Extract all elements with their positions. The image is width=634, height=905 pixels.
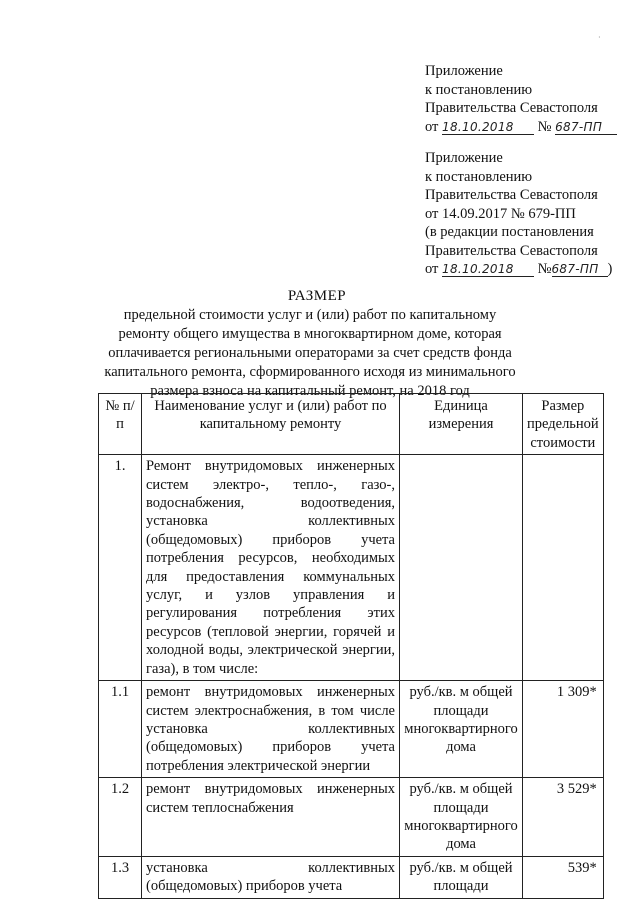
corner-mark: · <box>598 33 601 42</box>
date-prefix: от <box>425 261 439 277</box>
appendix-line: Приложение <box>425 63 503 79</box>
cell-size: 539* <box>523 856 604 898</box>
header-unit: Единица измерения <box>400 394 523 455</box>
cell-size: 3 529* <box>523 778 604 857</box>
handwritten-date: 18.10.2018 <box>442 120 534 135</box>
number-prefix: № <box>537 261 552 277</box>
appendix-line: (в редакции постановления <box>425 224 594 240</box>
cell-num: 1.3 <box>99 856 142 898</box>
cell-num: 1.2 <box>99 778 142 857</box>
cell-name: ремонт внутридомовых инженерных систем электроснабжения, в том числе установка коллективных (общедомовых) приборов учета потребления электрической энергии <box>142 681 400 778</box>
cell-num: 1. <box>99 455 142 681</box>
appendix-date-line <box>425 260 612 279</box>
document-subtitle: предельной стоимости услуг и (или) работ по капитальному ремонту общего имущества в многоквартирном доме, которая оплачивается региональными операторами за счет средств фонда капитального ремонта, сформированного исходя из минимального размера взноса на капитальный ремонт, на 2018 год <box>104 307 516 399</box>
header-name: Наименование услуг и (или) работ по капитальному ремонту <box>142 394 400 455</box>
cell-size <box>523 455 604 681</box>
cell-num: 1.1 <box>99 681 142 778</box>
cell-unit: руб./кв. м общей площади многоквартирного дома <box>400 681 523 778</box>
cell-unit: руб./кв. м общей площади <box>400 856 523 898</box>
closing-paren: ) <box>607 261 613 277</box>
appendix-line: Правительства Севастополя <box>425 187 598 203</box>
cell-unit: руб./кв. м общей площади многоквартирного дома <box>400 778 523 857</box>
header-size: Размер предельной стоимости <box>523 394 604 455</box>
cell-name: установка коллективных (общедомовых) приборов учета <box>142 856 400 898</box>
date-prefix: от <box>425 118 439 135</box>
appendix-block-1 <box>425 62 617 136</box>
appendix-line: от 14.09.2017 № 679-ПП <box>425 205 576 222</box>
cell-size: 1 309* <box>523 681 604 778</box>
table-header-row <box>99 394 604 455</box>
header-num: № п/п <box>99 394 142 455</box>
document-title: РАЗМЕР <box>287 288 347 304</box>
handwritten-number: 687-ПП <box>555 120 617 135</box>
cell-name: ремонт внутридомовых инженерных систем теплоснабжения <box>142 778 400 857</box>
appendix-date-line <box>425 118 617 137</box>
cell-unit <box>400 455 523 681</box>
appendix-line: Правительства Севастополя <box>425 100 598 116</box>
number-prefix: № <box>537 118 552 135</box>
appendix-line: к постановлению <box>425 81 533 98</box>
handwritten-number: 687-ПП <box>552 262 608 277</box>
table-row <box>99 681 604 778</box>
appendix-line: Приложение <box>425 150 503 166</box>
table-row <box>99 455 604 681</box>
handwritten-date: 18.10.2018 <box>442 262 534 277</box>
table-row <box>99 856 604 898</box>
table-row <box>99 778 604 857</box>
appendix-block-2 <box>425 149 612 279</box>
cell-name: Ремонт внутридомовых инженерных систем электро-, тепло-, газо-, водоснабжения, водоотведения, установка коллективных (общедомовых) приборов учета потребления ресурсов, необходимых для предоставления коммунальных услуг, и узлов управления и регулирования потребления этих ресурсов (тепловой энергии, горячей и холодной воды, электрической энергии, газа), в том числе: <box>142 455 400 681</box>
cost-table <box>98 393 604 899</box>
appendix-line: к постановлению <box>425 168 533 185</box>
appendix-line: Правительства Севастополя <box>425 242 598 259</box>
